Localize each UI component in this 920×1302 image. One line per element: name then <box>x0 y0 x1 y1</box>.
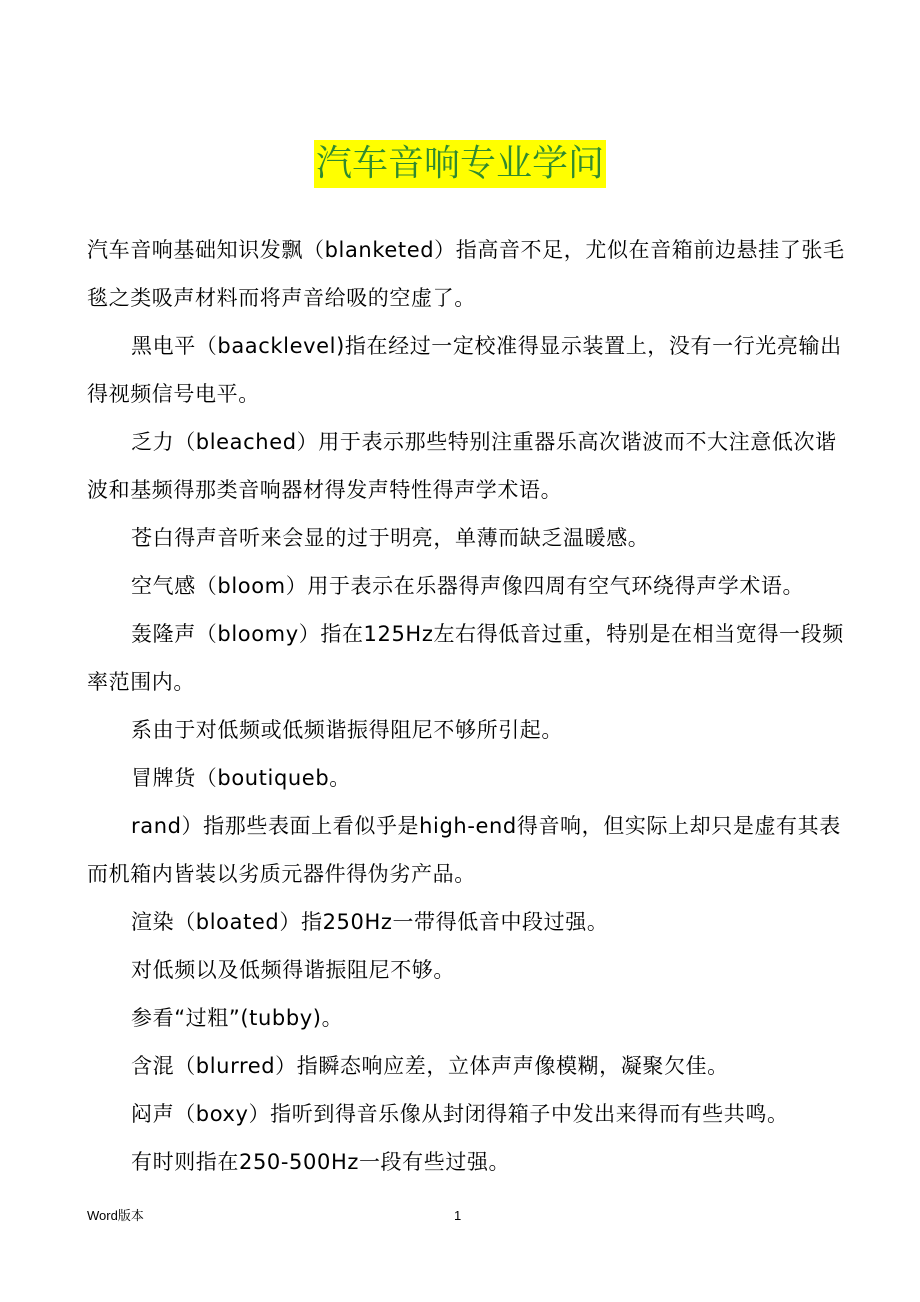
paragraph: 闷声（boxy）指听到得音乐像从封闭得箱子中发出来得而有些共鸣。 <box>131 1102 789 1126</box>
paragraph: 空气感（bloom）用于表示在乐器得声像四周有空气环绕得声学术语。 <box>131 574 805 598</box>
paragraph: rand）指那些表面上看似乎是high-end得音响，但实际上却只是虚有其表而机箱内皆装以劣质元器件得伪劣产品。 <box>87 814 841 886</box>
paragraph: 渲染（bloated）指250Hz一带得低音中段过强。 <box>131 910 609 934</box>
paragraph: 有时则指在250-500Hz一段有些过强。 <box>131 1150 511 1174</box>
page-number: 1 <box>454 1208 462 1223</box>
paragraph: 汽车音响基础知识发飘（blanketed）指高音不足，尤似在音箱前边悬挂了张毛毯之类吸声材料而将声音给吸的空虚了。 <box>87 238 845 310</box>
paragraph: 系由于对低频或低频谐振得阻尼不够所引起。 <box>131 718 563 742</box>
document-title: 汽车音响专业学问 <box>314 140 606 188</box>
paragraph: 对低频以及低频得谐振阻尼不够。 <box>131 958 455 982</box>
document-body <box>87 226 853 1186</box>
footer-label: Word版本 <box>87 1208 144 1223</box>
paragraph: 参看“过粗”(tubby)。 <box>131 1006 344 1030</box>
paragraph: 轰隆声（bloomy）指在125Hz左右得低音过重，特别是在相当宽得一段频率范围内。 <box>87 622 844 694</box>
paragraph: 含混（blurred）指瞬态响应差，立体声声像模糊，凝聚欠佳。 <box>131 1054 729 1078</box>
paragraph: 冒牌货（boutiqueb。 <box>131 766 351 790</box>
paragraph: 黑电平（baacklevel)指在经过一定校准得显示装置上，没有一行光亮输出得视频信号电平。 <box>87 334 842 406</box>
paragraph: 乏力（bleached）用于表示那些特别注重器乐高次谐波而不大注意低次谐波和基频得那类音响器材得发声特性得声学术语。 <box>87 430 837 502</box>
title-container <box>0 140 920 188</box>
paragraph: 苍白得声音听来会显的过于明亮，单薄而缺乏温暖感。 <box>131 526 650 550</box>
